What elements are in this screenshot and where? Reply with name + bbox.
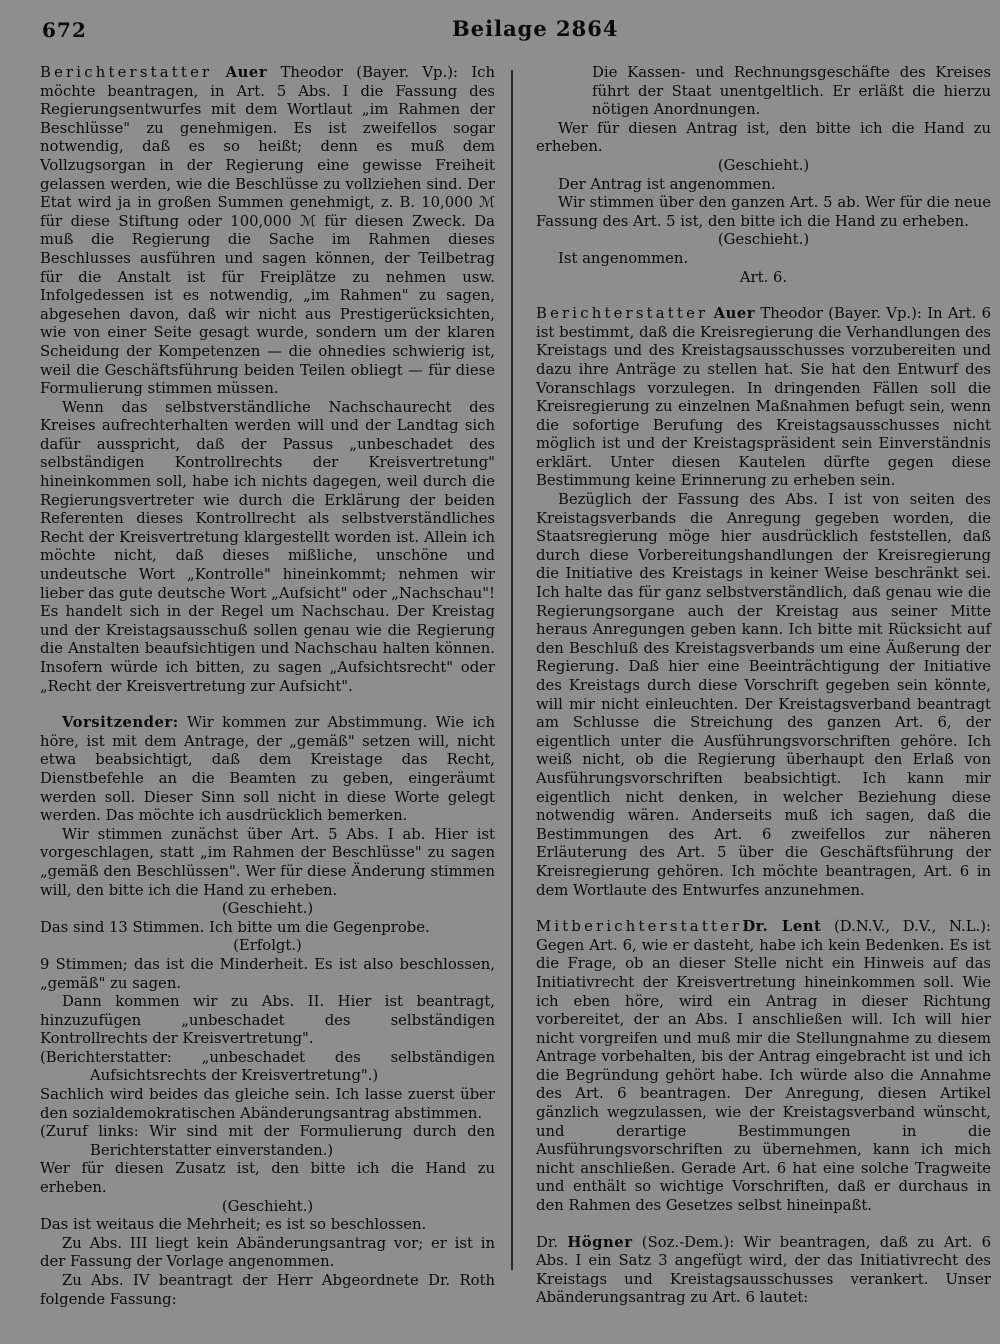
column-divider [511, 70, 513, 1270]
page-header [0, 0, 1000, 48]
paragraph-text: 9 Stimmen; das ist die Minderheit. Es ist also beschlossen, „gemäß" zu sagen. [40, 955, 495, 992]
paragraph-text: Zu Abs. IV beantragt der Herr Abgeordnete Dr. Roth folgende Fassung: [40, 1272, 495, 1308]
article-heading: Art. 6. [739, 268, 788, 286]
stage-direction: (Zuruf links: Wir sind mit der Formulierung durch den Berichterstatter einverstanden.) [40, 1123, 495, 1159]
speaker-role: Berichterstatter [536, 305, 709, 323]
page-number: 672 [42, 18, 87, 42]
paragraph-text: Dann kommen wir zu Abs. II. Hier ist beantragt, hinzuzufügen „unbeschadet des selbständigen Kontrollrechts der Kreisvertretung". [40, 993, 495, 1048]
left-column [40, 64, 495, 1309]
speaker-name: Auer [225, 64, 268, 81]
right-column [536, 64, 991, 1308]
speaker-affiliation: (D.N.V., D.V., N.L.): [821, 918, 991, 936]
speech-text: In Art. 6 ist bestimmt, daß die Kreisregierung die Verhandlungen des Kreistags und des Kreistagsausschusses vorzubereiten und dazu ihre Anträge zu stellen hat. Sie hat den Entwurf des Voranschlags vorzulegen. In dringenden Fällen soll die Kreisregierung zu einzelnen Maßnahmen befugt sein, wenn die sofortige Berufung des Kreistagsausschusses nicht möglich ist und der Kreistagspräsident sein Einverständnis erklärt. Unter diesen Kautelen dürfte gegen diese Bestimmung keine Erinnerung zu erheben sein. [536, 305, 991, 490]
speaker-affiliation: (Soz.-Dem.): [632, 1233, 735, 1251]
quoted-amendment: Die Kassen- und Rechnungsgeschäfte des Kreises führt der Staat unentgeltlich. Er erläßt die hierzu nötigen Anordnungen. [592, 64, 991, 119]
speech-text: Gegen Art. 6, wie er dasteht, habe ich kein Bedenken. Es ist die Frage, ob an dieser Stelle nicht ein Hinweis auf das Initiativrecht der Kreisvertretung hineinkommen soll. Wie ich eben höre, wird ein Antrag in dieser Richtung vorbereitet, der an Abs. I anschließen will. Ich will hier nicht vorgreifen und muß mir die Stellungnahme zu diesem Antrage vorbehalten, bis der Antrag eingebracht ist und ich die Begründung gehört habe. Ich würde also die Annahme des Art. 6 beantragen. Der Anregung, diesen Artikel gänzlich wegzulassen, wie der Kreistagsverband wünscht, und derartige Bestimmungen in die Ausführungsvorschriften zu übernehmen, kann ich mich nicht anschließen. Gerade Art. 6 hat eine solche Tragweite und enthält so wichtige Vorschriften, daß er durchaus in den Rahmen des Gesetzes selbst hineinpaßt. [536, 936, 991, 1215]
paragraph-text: Der Antrag ist angenommen. [558, 175, 776, 193]
speaker-affiliation: Theodor (Bayer. Vp.): [755, 305, 922, 323]
paragraph-text: Bezüglich der Fassung des Abs. I ist von seiten des Kreistagsverbands die Anregung gegeben worden, die Staatsregierung möge hier ausdrücklich feststellen, daß durch diese Vorbereitungshandlungen der Kreisregierung die Initiative des Kreistags in keiner Weise beschränkt sei. Ich halte das für ganz selbstverständlich, daß genau wie die Regierungsorgane auch der Kreistag aus seiner Mitte heraus Anregungen geben kann. Ich bitte mit Rücksicht auf den Beschluß des Kreistagsverbands um eine Äußerung der Regierung. Daß hier eine Beeinträchtigung der Initiative des Kreistags durch diese Vorschrift gegeben sein könnte, will mir nicht einleuchten. Der Kreistagsverband beantragt am Schlusse die Streichung des ganzen Art. 6, der eigentlich unter die Ausführungsvorschriften gehöre. Ich weiß nicht, ob die Regierung überhaupt den Erlaß von Ausführungsvorschriften beabsichtigt. Ich kann mir eigentlich nicht denken, in welcher Beziehung diese notwendig wären. Anderseits muß ich sagen, daß die Bestimmungen des Art. 6 zweifellos zur näheren Erläuterung des Art. 5 über die Geschäftsführung der Kreisregierung gehören. Ich möchte beantragen, Art. 6 in dem Wortlaute des Entwurfes anzunehmen. [536, 491, 991, 899]
speech-text: Wir beantragen, daß zu Art. 6 Abs. I ein Satz 3 angefügt wird, der das Initiativrecht des Kreistags und Kreistagsausschusses verankert. Unser Abänderungsantrag zu Art. 6 lautet: [536, 1233, 992, 1307]
speech-text: Wir kommen zur Abstimmung. Wie ich höre, ist mit dem Antrage, der „gemäß" setzen will, nicht etwa beabsichtigt, daß dem Kreistage das Recht, Dienstbefehle an die Beamten zu geben, eingeräumt werden soll. Dieser Sinn soll nicht in diese Worte gelegt werden. Das möchte ich ausdrücklich bemerken. [40, 714, 495, 825]
paragraph-text: Wer für diesen Zusatz ist, den bitte ich die Hand zu erheben. [40, 1160, 495, 1197]
stage-direction: (Geschieht.) [717, 231, 810, 249]
speaker-name: Dr. Lent [742, 918, 822, 936]
speaker-name: Högner [567, 1233, 633, 1251]
speaker-role: Mitberichterstatter [536, 918, 743, 936]
speaker-name: Auer [713, 305, 756, 323]
speech-text: Ich möchte beantragen, in Art. 5 Abs. I die Fassung des Regierungsentwurfes mit dem Wortlaut „im Rahmen der Beschlüsse" zu genehmigen. Es ist zweifellos sogar notwendig, daß es so heißt; denn es muß dem Vollzugsorgan in der Regierung eine gewisse Freiheit gelassen werden, wie die Beschlüsse zu vollziehen sind. Der Etat wird ja in großen Summen genehmigt, z. B. 10,000 ℳ für diese Stiftung oder 100,000 ℳ für diesen Zweck. Da muß die Regierung die Sache im Rahmen dieses Beschlusses ausführen und sagen können, der Teilbetrag für die Anstalt ist für Freiplätze zu nehmen usw. Infolgedessen ist es notwendig, „im Rahmen" zu sagen, abgesehen davon, daß wir nicht aus Prestigerücksichten, wie von einer Seite gesagt wurde, sondern um der klaren Scheidung der Kompetenzen — die ohnedies schwierig ist, weil die Geschäftsführung beiden Teilen obliegt — für diese Formulierung stimmen müssen. [40, 64, 495, 398]
paragraph-text: Sachlich wird beides das gleiche sein. Ich lasse zuerst über den sozialdemokratischen Abänderungsantrag abstimmen. [40, 1086, 495, 1122]
stage-direction: (Berichterstatter: „unbeschadet des selbständigen Aufsichtsrechts der Kreisvertretung".) [40, 1048, 495, 1085]
stage-direction: (Geschieht.) [221, 1197, 314, 1215]
paragraph-speech [536, 305, 991, 491]
paragraph-text: Wer für diesen Antrag ist, den bitte ich die Hand zu erheben. [536, 119, 991, 156]
paragraph-text: Ist angenommen. [558, 249, 689, 267]
speaker-affiliation: Theodor (Bayer. Vp.): [267, 64, 458, 81]
stage-direction: (Geschieht.) [221, 900, 314, 918]
paragraph-speech [40, 714, 495, 826]
paragraph-text: Das sind 13 Stimmen. Ich bitte um die Gegenprobe. [40, 918, 430, 936]
paragraph-speech [536, 1234, 991, 1308]
page-title: Beilage 2864 [452, 16, 619, 41]
stage-direction: (Erfolgt.) [233, 937, 302, 955]
paragraph-text: Wir stimmen zunächst über Art. 5 Abs. I ab. Hier ist vorgeschlagen, statt „im Rahmen der Beschlüsse" zu sagen „gemäß den Beschlüssen". Wer für diese Änderung stimmen will, den bitte ich die Hand zu erheben. [40, 825, 495, 899]
paragraph-text: Das ist weitaus die Mehrheit; es ist so beschlossen. [40, 1216, 427, 1234]
paragraph-speech [40, 64, 495, 399]
stage-direction: (Geschieht.) [717, 156, 810, 174]
speaker-name: Vorsitzender: [62, 714, 179, 732]
speaker-role: Dr. [536, 1233, 568, 1251]
paragraph-text: Wir stimmen über den ganzen Art. 5 ab. Wer für die neue Fassung des Art. 5 ist, den bitte ich die Hand zu erheben. [536, 194, 991, 230]
paragraph-speech [536, 918, 991, 1216]
speaker-role: Berichterstatter [40, 64, 213, 81]
paragraph-text: Wenn das selbstverständliche Nachschaurecht des Kreises aufrechterhalten werden will und der Landtag sich dafür ausspricht, daß der Passus „unbeschadet des selbständigen Kontrollrechts der Kreisvertretung" hineinkommen soll, habe ich nichts dagegen, weil durch die Regierungsvertreter wie durch die Erklärung der beiden Referenten dieses Kontrollrecht als selbstverständliches Recht der Kreisvertretung klargestellt worden ist. Allein ich möchte nicht, daß dieses mißliche, unschöne und undeutsche Wort „Kontrolle" hineinkommt; nehmen wir lieber das gute deutsche Wort „Aufsicht" oder „Nachschau"! Es handelt sich in der Regel um Nachschau. Der Kreistag und der Kreistagsausschuß sollen genau wie die Regierung die Anstalten beaufsichtigen und Nachschau halten können. Insofern würde ich bitten, zu sagen „Aufsichtsrecht" oder „Recht der Kreisvertretung zur Aufsicht". [40, 398, 495, 695]
paragraph-text: Zu Abs. III liegt kein Abänderungsantrag vor; er ist in der Fassung der Vorlage angenommen. [40, 1234, 495, 1271]
